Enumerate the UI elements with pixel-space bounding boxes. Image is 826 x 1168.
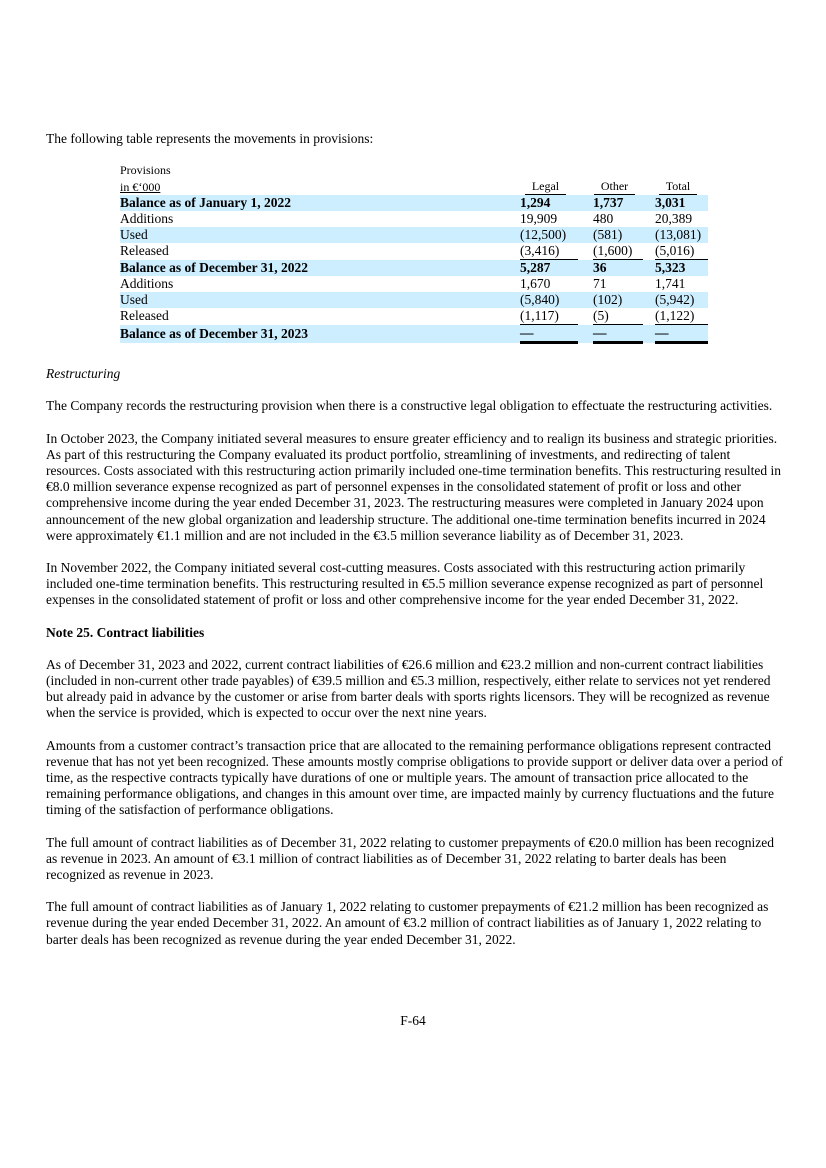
table-row (120, 243, 708, 260)
table-row (120, 292, 708, 308)
table-header-row-1 (120, 162, 708, 178)
cell-gap (643, 308, 655, 325)
cell-total: 20,389 (655, 211, 693, 227)
cell-total: 3,031 (655, 195, 708, 211)
cell-total: — (655, 325, 708, 343)
cell-gap (643, 292, 655, 308)
table-row (120, 211, 708, 227)
cell-other: 1,737 (593, 195, 643, 211)
cell-other: 480 (593, 211, 614, 227)
paragraph-remaining-performance-obligations: Amounts from a customer contract’s transaction price that are allocated to the remaining performance obligations represent contracted revenue that has not yet been recognized. These amounts mostly comprise obligations to provide support or deliver data over a period of time, as the respective contracts typically have durations of one or multiple years. The amount of transaction price allocated to the remaining performance obligations, and changes in this amount over time, are impacted mainly by currency fluctuations and the future timing of the satisfaction of performance obligations. (46, 737, 783, 818)
column-header-other: Other (593, 178, 643, 195)
cell-other: 36 (593, 260, 643, 277)
header-spacer (520, 162, 708, 178)
cell-legal: 19,909 (520, 211, 558, 227)
paragraph-restructuring-policy: The Company records the restructuring provision when there is a constructive legal obligation to effectuate the restructuring activities. (46, 398, 773, 414)
table-row (120, 325, 708, 343)
cell-legal: — (520, 325, 578, 343)
paragraph-restructuring-2023: In October 2023, the Company initiated several measures to ensure greater efficiency and to realign its business and strategic priorities. As part of this restructuring the Company evaluated its product portfolio, streamlining of investments, and redirecting of talent resources. Costs associated with this restructuring action primarily included one-time termination benefits. This restructuring resulted in €8.0 million severance expense recognized as part of personnel expenses in the consolidated statement of profit or loss and other comprehensive income during the year ended December 31, 2023. The restructuring measures were completed in January 2024 upon announcement of the new global organization and leadership structure. The additional one-time termination benefits incurred in 2024 were approximately €1.1 million and are not included in the €3.5 million severance liability as of December 31, 2023. (46, 430, 781, 543)
table-row (120, 260, 708, 277)
table-row (120, 227, 708, 243)
table-row (120, 308, 708, 325)
note25-heading: Note 25. Contract liabilities (46, 624, 205, 640)
table-row (120, 195, 708, 211)
cell-label: Additions (120, 276, 174, 292)
cell-gap (643, 211, 655, 227)
paragraph-recognized-2023: The full amount of contract liabilities as of December 31, 2022 relating to customer prepayments of €20.0 million has been recognized as revenue in 2023. An amount of €3.1 million of contract liabilities as of December 31, 2022 relating to barter deals has been recognized as revenue in 2023. (46, 834, 775, 883)
cell-label: Released (120, 243, 169, 259)
page-number: F-64 (400, 1013, 426, 1028)
cell-other: — (593, 325, 643, 343)
cell-gap (578, 243, 593, 260)
cell-legal: (1,117) (520, 308, 578, 325)
cell-total: (5,016) (655, 243, 708, 260)
cell-label: Released (120, 308, 169, 324)
table-unit-label: in €‘000 (120, 179, 161, 194)
column-gap (643, 178, 655, 195)
cell-gap (578, 292, 593, 308)
cell-other: (1,600) (593, 243, 643, 260)
intro-text: The following table represents the movements in provisions: (46, 131, 374, 146)
cell-total: (13,081) (655, 227, 708, 243)
cell-label: Additions (120, 211, 174, 227)
cell-label: Balance as of December 31, 2022 (120, 260, 520, 277)
table-header-row-2 (120, 178, 708, 195)
cell-gap (578, 227, 593, 243)
column-gap (578, 178, 593, 195)
cell-total: (1,122) (655, 308, 708, 325)
cell-gap (643, 276, 655, 292)
restructuring-heading: Restructuring (46, 366, 121, 382)
cell-gap (578, 211, 593, 227)
cell-gap (643, 195, 655, 211)
cell-legal: 1,670 (520, 276, 551, 292)
cell-label: Used (120, 227, 520, 243)
cell-gap (643, 325, 655, 343)
cell-label: Used (120, 292, 520, 308)
cell-gap (643, 227, 655, 243)
column-header-total: Total (655, 178, 708, 195)
paragraph-recognized-2022: The full amount of contract liabilities as of January 1, 2022 relating to customer prepayments of €21.2 million has been recognized as revenue during the year ended December 31, 2022. An amount of €3.2 million of contract liabilities as of January 1, 2022 relating to barter deals has been recognized as revenue during the year ended December 31, 2022. (46, 899, 769, 947)
cell-total: 1,741 (655, 276, 686, 292)
cell-gap (578, 276, 593, 292)
cell-gap (578, 195, 593, 211)
cell-other: 71 (593, 276, 607, 292)
cell-total: (5,942) (655, 292, 708, 308)
cell-gap (578, 308, 593, 325)
cell-gap (643, 260, 655, 277)
table-row (120, 276, 708, 292)
provisions-table (120, 162, 708, 344)
cell-total: 5,323 (655, 260, 708, 277)
cell-label: Balance as of December 31, 2023 (120, 325, 520, 343)
cell-legal: 5,287 (520, 260, 578, 277)
table-title-line1: Provisions (120, 163, 171, 178)
cell-gap (578, 325, 593, 343)
cell-other: (102) (593, 292, 643, 308)
cell-other: (5) (593, 308, 643, 325)
cell-label: Balance as of January 1, 2022 (120, 195, 520, 211)
paragraph-contract-liabilities-balances: As of December 31, 2023 and 2022, current contract liabilities of €26.6 million and €23.2 million and non-current contract liabilities (included in non-current other trade payables) of €39.5 million and €5.3 million, respectively, either relate to services not yet rendered but already paid in advance by the customer or arise from barter deals with sports rights licensors. They will be recognized as revenue when the service is provided, which is expected to occur over the next nine years. (46, 656, 771, 721)
cell-gap (643, 243, 655, 260)
cell-legal: 1,294 (520, 195, 578, 211)
cell-legal: (12,500) (520, 227, 578, 243)
cell-legal: (5,840) (520, 292, 578, 308)
cell-other: (581) (593, 227, 643, 243)
column-header-legal: Legal (520, 178, 578, 195)
paragraph-restructuring-2022: In November 2022, the Company initiated several cost-cutting measures. Costs associated with this restructuring action primarily included one-time termination benefits. This restructuring resulted in €5.5 million severance expense recognized as part of personnel expenses in the consolidated statement of profit or loss and other comprehensive income for the year ended December 31, 2022. (46, 560, 764, 608)
cell-legal: (3,416) (520, 243, 578, 260)
cell-gap (578, 260, 593, 277)
